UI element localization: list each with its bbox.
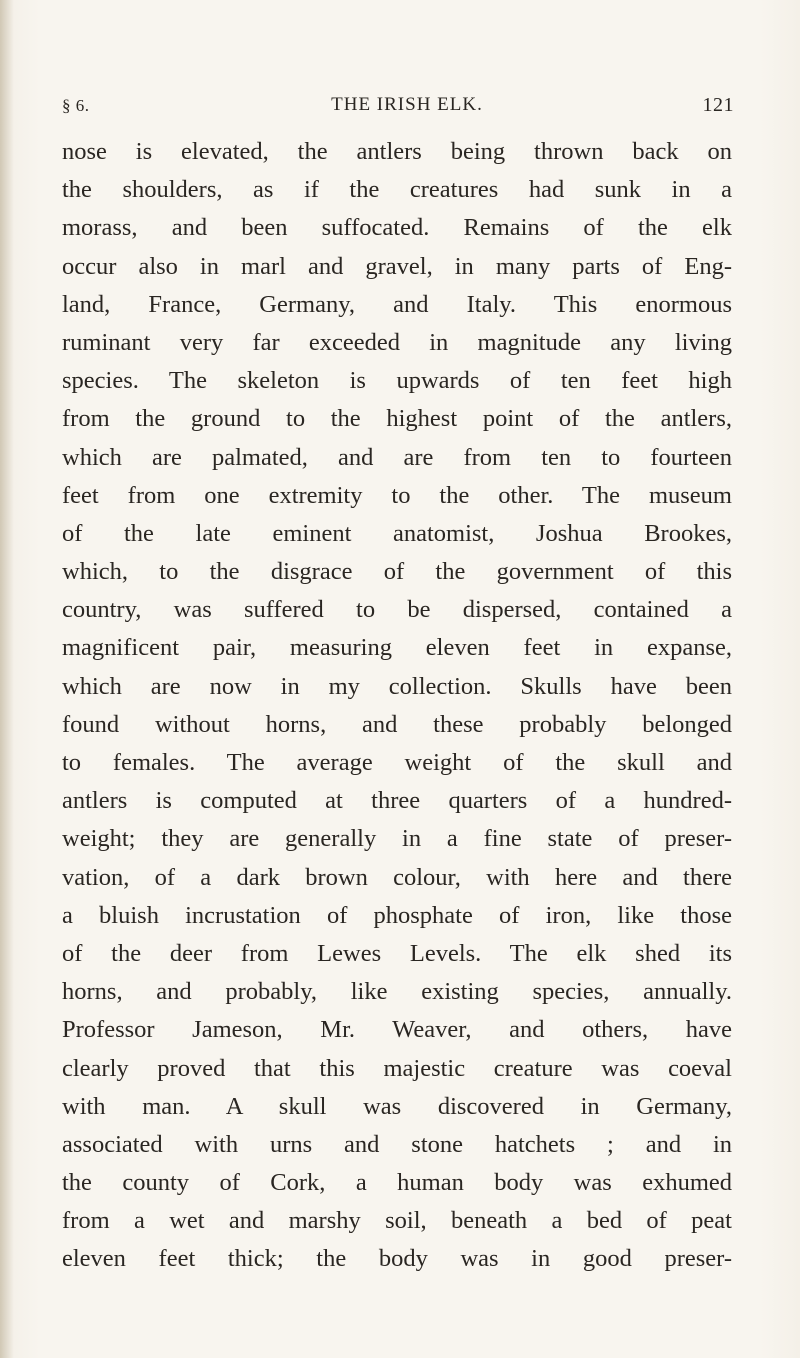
- text-line: occur also in marl and gravel, in many parts of Eng-: [62, 252, 732, 280]
- running-head: [62, 94, 752, 124]
- text-line: associated with urns and stone hatchets ; and in: [62, 1130, 732, 1158]
- text-line: of the deer from Lewes Levels. The elk shed its: [62, 939, 732, 967]
- text-line: land, France, Germany, and Italy. This enormous: [62, 290, 732, 318]
- text-line: which, to the disgrace of the government of this: [62, 558, 732, 586]
- body-text: [62, 133, 732, 1279]
- text-line: to females. The average weight of the skull and: [62, 749, 732, 776]
- text-line: with man. A skull was discovered in Germany,: [62, 1092, 732, 1120]
- text-line: nose is elevated, the antlers being thrown back on: [62, 138, 732, 165]
- text-line: species. The skeleton is upwards of ten feet high: [62, 367, 732, 395]
- page-gutter-shadow: [0, 0, 14, 1358]
- text-line: the shoulders, as if the creatures had sunk in a: [62, 176, 732, 204]
- text-line: Professor Jameson, Mr. Weaver, and others, have: [62, 1016, 732, 1044]
- text-line: of the late eminent anatomist, Joshua Brookes,: [62, 519, 732, 547]
- text-line: clearly proved that this majestic creature was coeval: [62, 1054, 732, 1082]
- text-line: magnificent pair, measuring eleven feet in expanse,: [62, 634, 732, 662]
- text-line: horns, and probably, like existing species, annually.: [62, 978, 732, 1006]
- text-line: which are now in my collection. Skulls have been: [62, 672, 732, 700]
- text-line: ruminant very far exceeded in magnitude any living: [62, 328, 732, 356]
- text-line: a bluish incrustation of phosphate of iron, like those: [62, 901, 732, 929]
- page-number: 121: [702, 94, 734, 116]
- text-line: country, was suffered to be dispersed, contained a: [62, 596, 732, 624]
- text-line: eleven feet thick; the body was in good preser-: [62, 1245, 732, 1273]
- text-line: weight; they are generally in a fine state of preser-: [62, 825, 732, 853]
- text-line: from a wet and marshy soil, beneath a bed of peat: [62, 1207, 732, 1235]
- section-marker: § 6.: [62, 96, 90, 115]
- text-line: from the ground to the highest point of the antlers,: [62, 405, 732, 433]
- text-line: feet from one extremity to the other. The museum: [62, 481, 732, 509]
- running-title: THE IRISH ELK.: [331, 94, 483, 115]
- text-line: morass, and been suffocated. Remains of the elk: [62, 214, 732, 242]
- text-line: found without horns, and these probably belonged: [62, 710, 732, 738]
- text-line: antlers is computed at three quarters of a hundred-: [62, 787, 732, 815]
- text-line: vation, of a dark brown colour, with here and there: [62, 863, 732, 891]
- text-line: the county of Cork, a human body was exhumed: [62, 1169, 732, 1197]
- text-line: which are palmated, and are from ten to fourteen: [62, 443, 732, 471]
